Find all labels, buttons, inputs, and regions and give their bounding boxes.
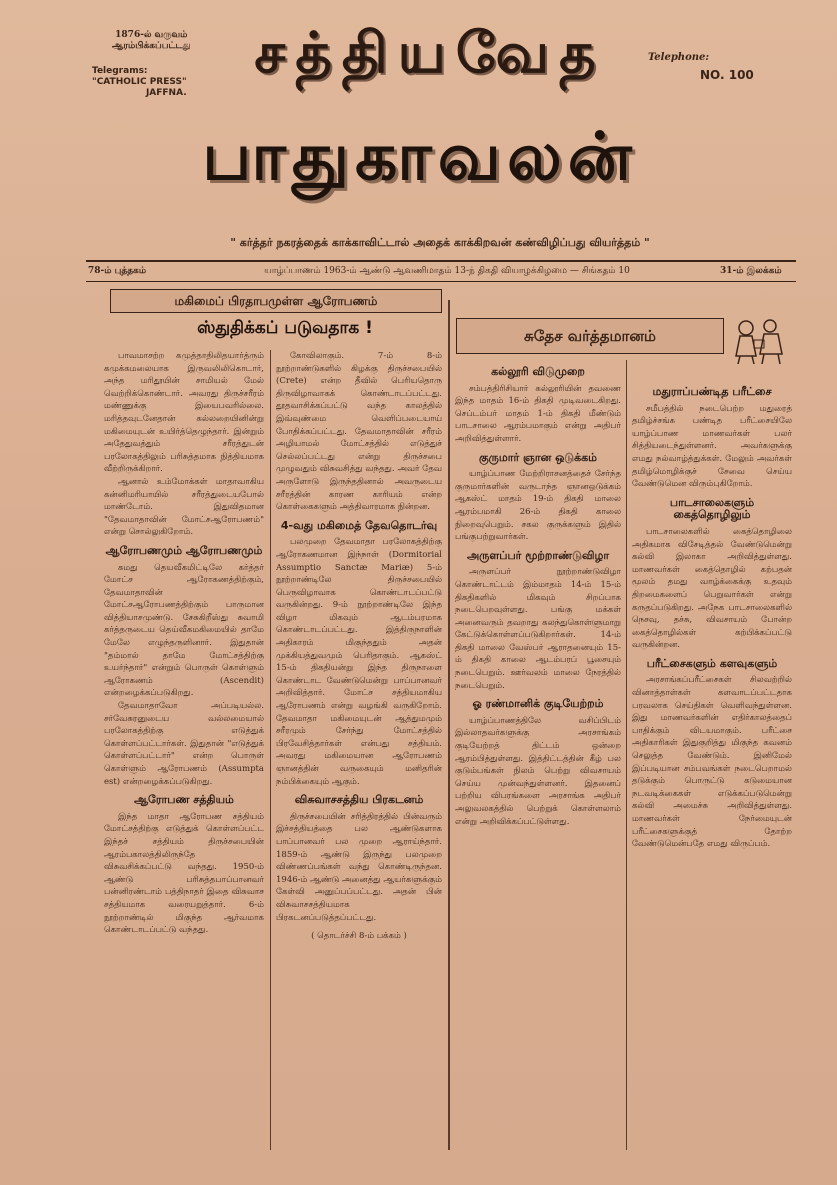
telegram-city: JAFFNA. (145, 88, 187, 98)
volume-number: 78-ம் புத்தகம் (88, 266, 147, 276)
column-divider-1 (270, 350, 271, 1150)
column-divider-3 (626, 360, 627, 1150)
masthead-title-line-1: சத்தியவேத (254, 20, 606, 86)
continued-note: ( தொடர்ச்சி 8-ம் பக்கம் ) (311, 931, 407, 942)
col3-paragraph: யாழ்ப்பாணத்திலே வசிப்பிடம் இல்லாதவர்களுக்கு அரசாங்கம் குடியேற்றத் திட்டம் ஒன்றை ஆரம்பித்துள்ளது. இத்திட்டத்தின் கீழ் பல குடும்பங்கள் நிலம் பெற்று விவசாயம் செய்ய முன்வந்துள்ளனர். இதனைப் பற்றிய விபரங்களை அரசாங்க அதிபர் அலுவலகத்தில் பெற்றுக் கொள்ளலாம் என்று அறிவிக்கப்பட்டுள்ளது. (455, 715, 621, 827)
column-2 (276, 350, 442, 1150)
col3-subhead-4: ஓ ரண்மானிக் குடியேற்றம் (472, 697, 604, 711)
left-headline: ஸ்துதிக்கப் படுவதாக ! (197, 318, 373, 338)
col1-subhead-2: ஆரோபண சத்தியம் (134, 793, 234, 807)
col3-subhead-3: அருளப்பர் மூற்றாண்டுவிழா (466, 548, 610, 562)
col4-paragraph: பாடசாலைகளில் கைத்தொழிலை அதிகமாக விசேடித்தல் வேண்டுமென்று கல்வி இலாகா அறிவித்துள்ளது. மாணவர்கள் கைத்தொழில் கற்பதன் மூலம் தமது வாழ்க்கைக்கு உதவும் திறமைகளைப் பெறுவார்கள் என்று கருதப்படுகிறது. அநேக பாடசாலைகளில் நெசவு, தச்சு, விவசாயம் போன்ற கைத்தொழில்கள் கற்பிக்கப்பட்டு வருகின்றன. (632, 526, 792, 651)
col4-subhead-3: பரீட்சைகளும் களவுகளும் (646, 656, 778, 670)
telegram-label: Telegrams: (92, 66, 148, 76)
column-3 (455, 360, 621, 1150)
col4-subhead-1: மதுராப்பண்டித பரீட்சை (652, 385, 772, 398)
right-headline-banner (456, 318, 724, 354)
col3-paragraph: யாழ்ப்பாண மேற்றிராசனத்தைச் சேர்ந்த குருமார்களின் வருடாந்த ஞானஒடுக்கம் ஆகஸ்ட் மாதம் 19-ம் திகதி மாலை ஆரம்பமாகி 26-ம் திகதி காலை நிறைவுபெறும். சகல குருக்களும் இதில் பங்குபற்றுவார்கள். (455, 469, 621, 543)
telegram-block (92, 66, 187, 99)
issue-date: யாழ்ப்பாணம் 1963-ம் ஆண்டு ஆவணிமாதம் 13-ந் திகதி வியாழக்கிழமை — சிங்கதம் 10 (264, 266, 630, 276)
col2-paragraph: பலமுறை தேவமாதா பரலோகத்திற்கு ஆரோகணமான இந்நாள் (Dormitorial Assumptio Sanctæ Mariæ) 5-ம் நூற்றாண்டிலே திருச்சபையில் பெருவிழாவாக கொண்டாடப்பட்டு வருகின்றது. 9-ம் நூற்றாண்டிலே இந்த விழா மிகவும் ஆடம்பரமாக கொண்டாடப்பட்டது. இத்திருநாளின் அதிகாரம் மிகுந்ததும் அதன் முக்கியத்துவமும் பெரிதாகும். ஆகஸ்ட் 15-ம் திகதியன்று இந்த திருநாளை கொண்டாட வேண்டுமென்று பாப்பானவர் அறிவித்தார். மோட்ச சத்தியமாகிய ஆரோபணம் என்று வழங்கி வருகிறோம். தேவமாதா மகிமையுடன் ஆத்துமமும் சரீரமும் சேர்ந்து மோட்சத்தில் பிரவேசித்தார்கள் என்பது சத்தியம். அவரது மகிமையான ஆரோபணம் ஞானத்தின் வருகையும் மனிதரின் நம்பிக்கையும் ஆகும். (276, 537, 442, 787)
col1-paragraph: பாவமாசற்ற கமுத்தாதிலிதயார்த்ரும் கமுக்கமலையாக இருவலிலிகொடார், அந்த மரிதூயின் சாமியல் மேல் வெற்றிக்கொண்டார். அவரது திருச்சரீரம் மண்ணுக்கு இயைபவரில்லை. மரித்தவுடனேதான் கல்லறையினின்று மகிமையுடன் உயிர்த்தெழுந்தார். இன்றும் அதேதுவத்தும் சரீரத்துடன் பரலோகத்திலும் பரிசுத்தமாக நித்தியமாக வீற்றிருக்கிறார். (104, 351, 264, 475)
col3-paragraph: சம்பத்திரிசியார் கல்லூரியின் தவணை இந்த மாதம் 16-ம் திகதி முடிவடைகிறது. செப்டம்பர் மாதம் 1-ம் திகதி மீண்டும் பாடசாலை ஆரம்பமாகும் என்று அதிபர் அறிவித்துள்ளார். (455, 383, 621, 444)
newsboy-illustration-icon (730, 318, 790, 366)
issue-number: 31-ம் இலக்கம் (720, 266, 782, 276)
col2-subhead-2: விசுவாசசத்திய பிரகடனம் (294, 793, 424, 807)
col3-paragraph: அருளப்பர் நூற்றாண்டுவிழா கொண்டாட்டம் இம்மாதம் 14-ம் 15-ம் திகதிகளில் மிகவும் சிறப்பாக நடைபெறவுள்ளது. பங்கு மக்கள் அனைவரும் தவறாது கலந்துகொள்ளுமாறு கேட்டுக்கொள்ளப்படுகிறார்கள். 14-ம் திகதி மாலை வேஸ்பர் ஆராதனையும் 15-ம் திகதி காலை ஆடம்பரப் பூசையும் நடைபெறும். ஊர்வலம் மாலை நேரத்தில் நடைபெறும். (455, 567, 621, 691)
masthead-title-line-2: பாதுகாவலன் (202, 118, 638, 195)
col2-paragraph: கோவிலாகும். 7-ம் 8-ம் நூற்றாண்டுகளில் கிழக்கு திருச்சபையில் (Crete) என்ற தீவில் பெரியதொரு திருவிழாவாகக் கொண்டாடப்பட்டது. தூதவாசிக்கப்பட்டு வந்த காலத்தில் இவ்வுண்மை வெளிப்படையாய் போதிக்கப்பட்டது. தேவமாதாவின் சரீரம் அழியாமல் மோட்சத்தில் எடுத்துச் செல்லப்பட்டது என்று திருச்சபை முழுவதும் விசுவசித்து வந்தது. அவர் தேவ அருளோடு இருந்ததினால் அவருடைய சரீரத்தின் காரண காரியம் என்ற கொள்கைகளும் அத்திவாரமாக நின்றன. (276, 351, 442, 513)
telephone-label: Telephone: (648, 52, 710, 63)
col3-subhead-2: குருமார் ஞான ஒடுக்கம் (478, 450, 598, 464)
col2-subhead-1: 4-வது மகிமைத் தேவதொடர்வு (280, 518, 438, 532)
founded-note (112, 30, 191, 52)
col4-subhead-2: பாடசாலைகளும் கைத்தொழிலும் (669, 495, 755, 522)
col4-paragraph: அரசாங்கப்பரீட்சைகள் சிலவற்றில் வினாத்தாள்கள் களவாடப்பட்டதாக பரவலாக செய்திகள் வெளிவந்துள்ளன. இது மாணவர்களின் எதிர்காலத்தைப் பாதிக்கும் விடயமாகும். பரீட்சை அதிகாரிகள் இதுகுறித்து மிகுந்த கவனம் செலுத்த வேண்டும். இனிமேல் இப்படியான சம்பவங்கள் நடைபெறாமல் தடுக்கும் பொருட்டு கடுமையான நடவடிக்கைகள் எடுக்கப்படுமென்று கல்வி அமைச்சு அறிவித்துள்ளது. மாணவர்கள் நேர்மையுடன் பரீட்சைகளுக்குத் தோற்ற வேண்டுமென்பதே எமது விருப்பம். (632, 675, 792, 850)
left-kicker: மகிமைப் பிரதாபமுள்ள ஆரோபணம் (174, 294, 378, 308)
section-divider (448, 300, 450, 1150)
right-headline: சுதேச வர்த்தமானம் (524, 327, 656, 345)
col1-paragraph: கமது தெயவீகமிட்டிலே கர்த்தர் மோட்ச ஆரோகணத்திற்கும், தேவமாதாவின் மோட்சஆரோபணத்திற்கும் பாருமான வித்தியாசமுண்டு. சேசுகிறீஸ்து சுவாமி கர்த்தருடைய தெய்வீகமகிமையில் தாமே மேலே எழுந்தருளினார். இதுதான் "தம்மால் தாமே மோட்சத்திற்கு உயர்ந்தார்" என்றும் பொருள் கொள்ளும் ஆரோகணம் (Ascendit) என்றழைக்கப்படுகிறது. (104, 562, 264, 699)
dateline-bottom-rule (86, 281, 796, 282)
col2-paragraph: திருச்சபையின் சரித்திரத்தில் பின்வரும் இச்சத்தியத்தை பல ஆண்டுகளாக பாப்பானவர் பல முறை ஆராய்ந்தார். 1859-ம் ஆண்டு இருந்து பலமுறை விண்ணப்பங்கள் வந்து கொண்டிருந்தன. 1946-ம் ஆண்டு அனைத்து ஆயர்களுக்கும் கேள்வி அனுப்பப்பட்டது. அதன் பின் விசுவாசசத்தியமாக பிரகடனப்படுத்தப்பட்டது. (276, 811, 442, 923)
col1-paragraph: தேவமாதாவோ அப்படியல்ல. சர்வேசுரனுடைய வல்லமையால் பரலோகத்திற்கு எடுத்துக் கொள்ளப்பட்டார்கள். இதுதான் "எடுத்துக் கொள்ளப்பட்டார்" என்ற பொருள் கொள்ளும் ஆரோபணம் (Assumpta est) என்றழைக்கப்படுகிறது. (104, 701, 264, 787)
col3-subhead-1: கல்லூரி விடுமுறை (491, 365, 585, 378)
column-1 (104, 350, 264, 1150)
col1-paragraph: இந்த மாதா ஆரோபண சத்தியம் மோட்சத்திற்கு எடுத்துக் கொள்ளப்பட்ட இந்தச் சத்தியம் திருச்சபையின் ஆரம்பகாலத்திலிருந்தே விசுவசிக்கப்பட்டு வந்தது. 1950-ம் ஆண்டு பரிசுத்தபாப்பானவர் பன்னிரண்டாம் பத்திநாதர் இதை விசுவாச சத்தியமாக வரையறுத்தார். 6-ம் நூற்றாண்டில் மிகுந்த ஆர்வமாக கொண்டாடப்பட்டு வந்தது. (104, 811, 264, 936)
founded-line-1: 1876-ல் வருவம் (115, 30, 188, 40)
telephone-number: NO. 100 (700, 68, 754, 82)
column-4 (632, 380, 792, 1150)
telegram-value: "CATHOLIC PRESS" (92, 77, 187, 87)
dateline-top-rule (86, 260, 796, 262)
left-kicker-banner (110, 289, 442, 313)
col1-paragraph: ஆனால் உம்மோக்கள் மாதாவாகிய கன்னிமரியாயில் சரீரத்துடையபோல் மாண்டோம். இதுவிதமான "தேவமாதாவின் மோட்சஆரோபணம்" என்று சொல்லுகிறோம். (104, 476, 264, 538)
col4-paragraph: சமீபத்தில் நடைபெற்ற மதுரைத் தமிழ்ச்சங்க பண்டித பரீட்சையிலே யாழ்ப்பாண மாணவர்கள் பலர் சித்தியடைந்துள்ளனர். அவர்களுக்கு எமது நல்வாழ்த்துக்கள். மேலும் அவர்கள் தமிழ்மொழிக்குச் சேவை செய்ய வேண்டுமென விரும்புகிறோம். (632, 403, 792, 490)
col1-subhead-1: ஆரோபணமும் ஆரோபணமும் (105, 543, 263, 557)
masthead-motto: " கர்த்தர் நகரத்தைக் காக்காவிட்டால் அதைக் காக்கிறவன் கண்விழிப்பது வியர்த்தம் " (230, 236, 650, 249)
founded-line-2: ஆரம்பிக்கப்பட்டது (112, 41, 191, 51)
